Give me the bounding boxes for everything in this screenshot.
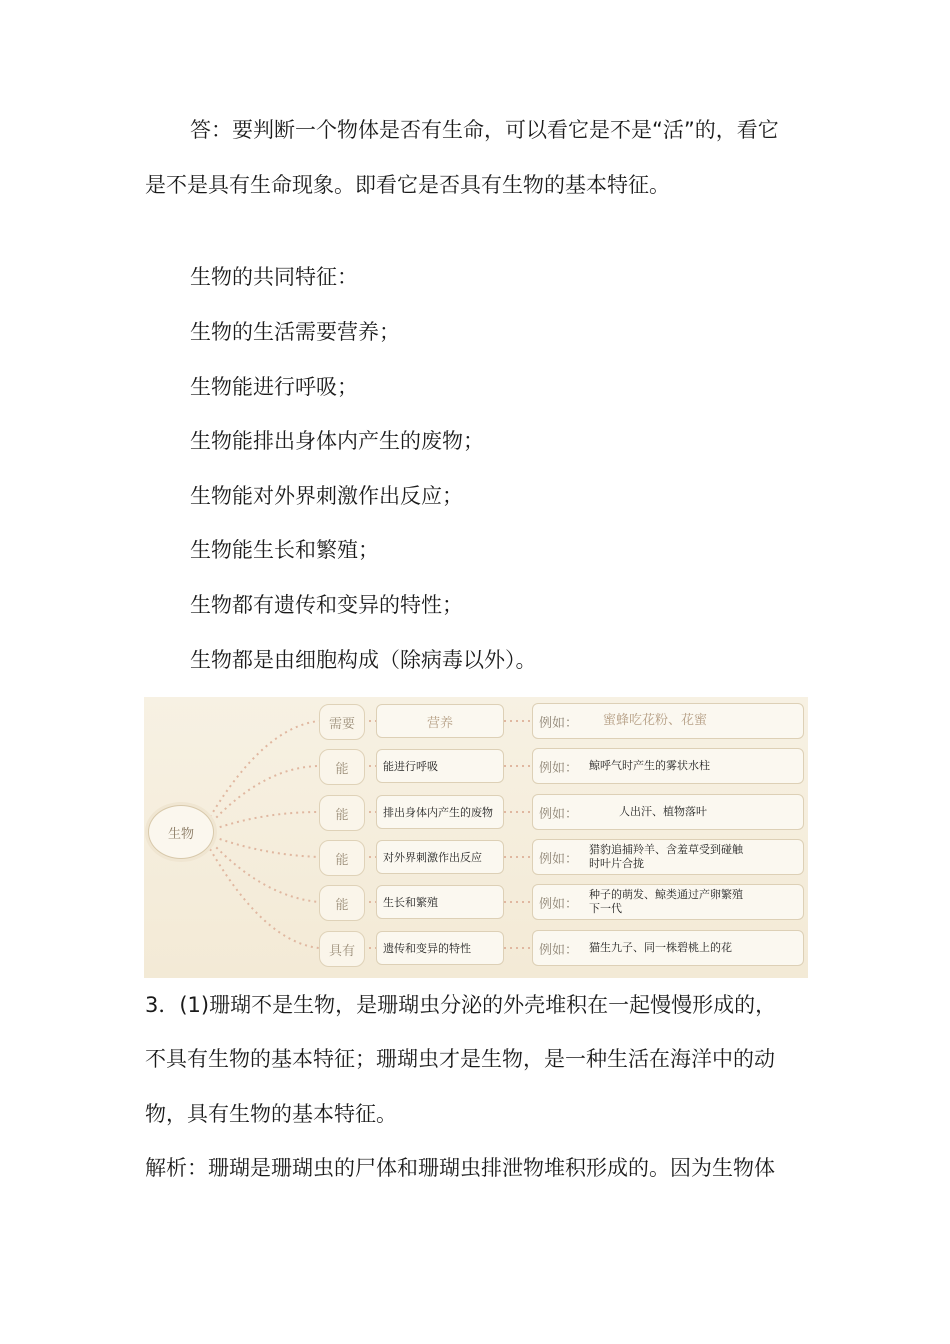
- trait-item: 生物能进行呼吸；: [190, 375, 358, 399]
- trait-item: 生物的生活需要营养；: [190, 320, 400, 344]
- diagram-feature: 营养: [376, 704, 504, 738]
- diagram-example: [532, 884, 804, 920]
- example-label: 例如：: [539, 806, 579, 822]
- characteristics-diagram: [144, 697, 808, 978]
- analysis-line: 解析：珊瑚是珊瑚虫的尸体和珊瑚虫排泄物堆积形成的。因为生物体: [145, 1156, 775, 1180]
- example-text: 猎豹追捕羚羊、含羞草受到碰触时叶片合拢: [589, 843, 743, 870]
- diagram-feature: 对外界刺激作出反应: [376, 840, 504, 874]
- diagram-verb: 需要: [319, 704, 365, 740]
- example-label: 例如：: [539, 896, 579, 912]
- diagram-example: [532, 748, 804, 784]
- diagram-feature: 能进行呼吸: [376, 749, 504, 783]
- example-text: 人出汗、植物落叶: [619, 805, 707, 818]
- diagram-example: [532, 794, 804, 830]
- trait-item: 生物都有遗传和变异的特性；: [190, 593, 463, 617]
- q3-line-2: 不具有生物的基本特征；珊瑚虫才是生物，是一种生活在海洋中的动: [145, 1047, 775, 1071]
- example-label: 例如：: [539, 715, 579, 731]
- diagram-feature: 排出身体内产生的废物: [376, 795, 504, 829]
- trait-item: 生物能对外界刺激作出反应；: [190, 484, 463, 508]
- example-label: 例如：: [539, 851, 579, 867]
- q3-line-3: 物，具有生物的基本特征。: [145, 1102, 397, 1126]
- q3-line-1: 3．(1)珊瑚不是生物，是珊瑚虫分泌的外壳堆积在一起慢慢形成的，: [145, 993, 777, 1017]
- example-text: 鲸呼气时产生的雾状水柱: [589, 759, 710, 772]
- example-text: 种子的萌发、鲸类通过产卵繁殖下一代: [589, 888, 743, 915]
- diagram-verb: 能: [319, 795, 365, 831]
- diagram-example: [532, 703, 804, 739]
- diagram-verb: 能: [319, 749, 365, 785]
- diagram-example: [532, 930, 804, 966]
- example-text: 蜜蜂吃花粉、花蜜: [603, 713, 708, 728]
- diagram-verb: 能: [319, 840, 365, 876]
- diagram-example: [532, 839, 804, 875]
- trait-item: 生物都是由细胞构成（除病毒以外）。: [190, 648, 537, 672]
- answer-line-1: 答：要判断一个物体是否有生命，可以看它是不是“活”的，看它: [190, 118, 779, 142]
- answer-line-2: 是不是具有生命现象。即看它是否具有生物的基本特征。: [145, 173, 670, 197]
- example-label: 例如：: [539, 942, 579, 958]
- example-label: 例如：: [539, 760, 579, 776]
- diagram-verb: 能: [319, 885, 365, 921]
- diagram-feature: 生长和繁殖: [376, 885, 504, 919]
- example-text: 猫生九子、同一株碧桃上的花: [589, 941, 732, 954]
- diagram-root-node: 生物: [148, 805, 214, 859]
- trait-item: 生物能排出身体内产生的废物；: [190, 429, 484, 453]
- diagram-feature: 遗传和变异的特性: [376, 931, 504, 965]
- diagram-verb: 具有: [319, 931, 365, 967]
- traits-heading: 生物的共同特征：: [190, 265, 358, 289]
- trait-item: 生物能生长和繁殖；: [190, 538, 379, 562]
